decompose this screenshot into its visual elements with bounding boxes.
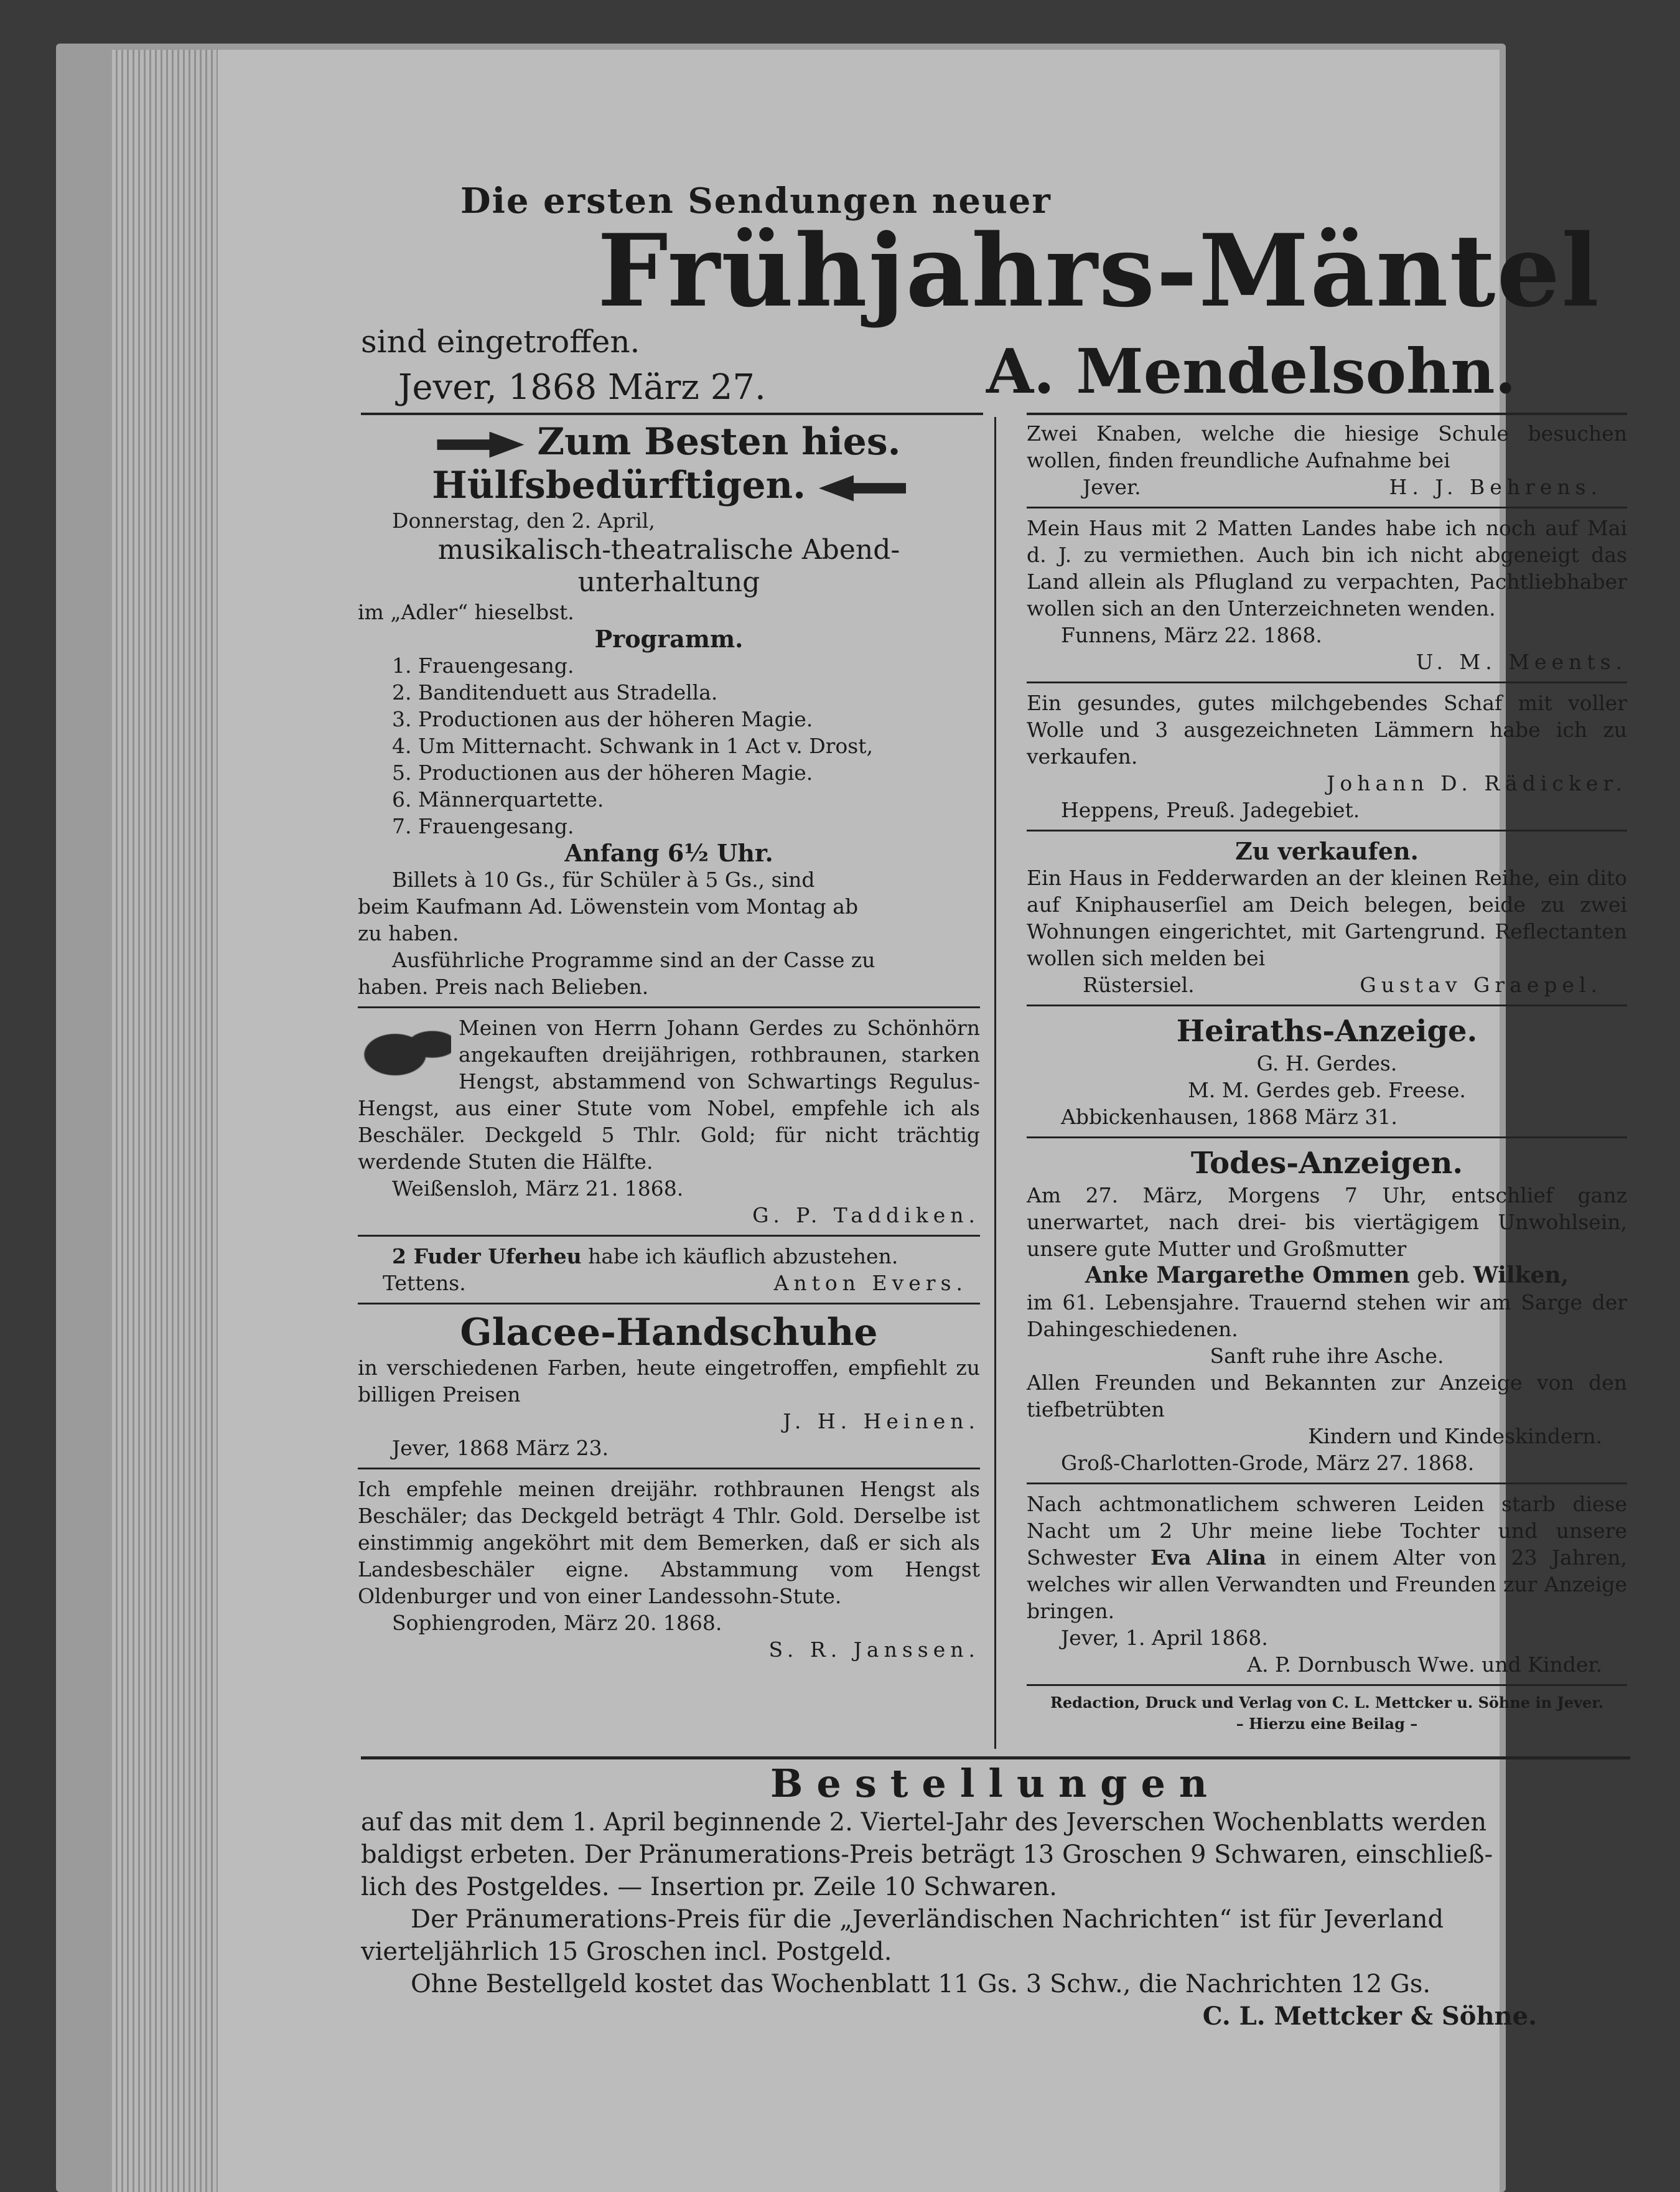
gloves-title: Glacee-Handschuhe	[460, 1311, 878, 1354]
death1-family: Kindern und Kindeskindern.	[1308, 1424, 1602, 1448]
subscription-line3: lich des Postgeldes. — Insertion pr. Zeile 10 Schwaren.	[361, 1873, 1058, 1901]
death2-name: Eva Alina	[1150, 1545, 1267, 1570]
house-ad	[1027, 515, 1627, 675]
list-item: 2. Banditenduett aus Stradella.	[392, 680, 718, 705]
program-title: Programm.	[594, 625, 744, 653]
marriage-line2: M. M. Gerdes geb. Freese.	[1188, 1078, 1466, 1102]
sheep-ad	[1027, 690, 1627, 823]
header-headline: Frühjahrs-Mäntel	[597, 212, 1600, 329]
header-line1: Die ersten Sendungen neuer	[460, 180, 1052, 222]
sale-place: Rüstersiel.	[1083, 973, 1195, 997]
benefit-location: im „Adler“ hieselbst.	[358, 600, 574, 624]
boys-signature: H. J. Behrens.	[1389, 475, 1602, 499]
hay-signature: Anton Evers.	[773, 1271, 968, 1295]
sale-title: Zu verkaufen.	[1235, 837, 1419, 865]
column-divider	[994, 417, 996, 1749]
boys-place: Jever.	[1083, 475, 1141, 499]
sale-signature: Gustav Graepel.	[1360, 973, 1602, 997]
death-title: Todes-Anzeigen.	[1190, 1146, 1463, 1181]
divider	[1027, 1136, 1627, 1138]
right-column	[1027, 420, 1627, 1735]
divider	[358, 1468, 980, 1469]
stallion2-text: Ich empfehle meinen dreijähr. rothbraunen Hengst als Beschäler; das Deckgeld beträgt 4 Thlr. Gold. Derselbe ist einstimmig angeköhrt mit dem Bemerken, daß er sich als Landesbeschäler eigne. Abstammung vom Hengst Oldenburger und von einer Landessohn-Stute.	[358, 1477, 980, 1608]
list-item: 4. Um Mitternacht. Schwank in 1 Act v. Drost,	[392, 734, 873, 758]
divider	[1027, 681, 1627, 683]
benefit-tickets1: Billets à 10 Gs., für Schüler à 5 Gs., sind	[392, 868, 815, 892]
gloves-text: in verschiedenen Farben, heute eingetroffen, empfiehlt zu billigen Preisen	[358, 1356, 980, 1407]
stallion1-signature: G. P. Taddiken.	[752, 1203, 980, 1227]
sheep-text: Ein gesundes, gutes milchgebendes Schaf mit voller Wolle und 3 ausgezeichneten Lämmern habe ich zu verkaufen.	[1027, 691, 1627, 769]
header-arrived: sind eingetroffen.	[361, 324, 640, 360]
benefit-title2: Hülfsbedürftigen.	[358, 464, 980, 507]
hay-ad	[358, 1243, 980, 1296]
left-column	[358, 420, 980, 1663]
horse-icon	[358, 1017, 451, 1085]
death1-name-suffix: geb.	[1409, 1263, 1473, 1288]
benefit-event2: unterhaltung	[577, 566, 760, 598]
pointing-hand-icon	[437, 432, 524, 458]
subscription-title: Bestellungen	[770, 1761, 1221, 1806]
gloves-signature: J. H. Heinen.	[783, 1409, 980, 1433]
stallion1-place: Weißensloh, März 21. 1868.	[392, 1176, 684, 1201]
benefit-prog1: Ausführliche Programme sind an der Casse zu	[392, 948, 875, 972]
marriage-ad	[1027, 1013, 1627, 1130]
sheep-place: Heppens, Preuß. Jadegebiet.	[1061, 798, 1360, 822]
stallion2-place: Sophiengroden, März 20. 1868.	[392, 1611, 722, 1635]
header-firm: A. Mendelsohn.	[986, 336, 1516, 408]
header-rule-left	[361, 413, 983, 415]
bottom-rule	[361, 1756, 1630, 1759]
hay-bold: 2 Fuder Uferheu	[392, 1244, 582, 1268]
marriage-line1: G. H. Gerdes.	[1256, 1051, 1398, 1075]
divider	[1027, 1482, 1627, 1484]
hay-place: Tettens.	[383, 1271, 466, 1295]
program-list	[358, 652, 980, 840]
gloves-place: Jever, 1868 März 23.	[392, 1436, 609, 1460]
gloves-ad	[358, 1311, 980, 1461]
supplement-note: – Hierzu eine Beilag –	[1236, 1715, 1418, 1733]
death1-text2: im 61. Lebensjahre. Trauernd stehen wir am Sarge der Dahingeschiedenen.	[1027, 1290, 1627, 1341]
benefit-prog2: haben. Preis nach Belieben.	[358, 975, 649, 999]
death-notice-2	[1027, 1491, 1627, 1678]
divider	[358, 1235, 980, 1237]
subscription-notice	[361, 1761, 1630, 2033]
benefit-start: Anfang 6½ Uhr.	[564, 839, 773, 867]
subscription-line1: auf das mit dem 1. April beginnende 2. Viertel-Jahr des Jeverschen Wochenblatts werden	[361, 1808, 1487, 1837]
death1-text1: Am 27. März, Morgens 7 Uhr, entschlief ganz unerwartet, nach drei- bis viertägigem Unwohlsein, unsere gute Mutter und Großmutter	[1027, 1183, 1627, 1261]
death1-name-line	[1027, 1262, 1627, 1289]
list-item: 1. Frauengesang.	[392, 653, 574, 678]
subscription-line5: vierteljährlich 15 Groschen incl. Postgeld.	[361, 1937, 892, 1966]
divider	[358, 1006, 980, 1008]
list-item: 3. Productionen aus der höheren Magie.	[392, 707, 813, 731]
boys-text: Zwei Knaben, welche die hiesige Schule besuchen wollen, finden freundliche Aufnahme bei	[1027, 421, 1627, 472]
death-notice-1	[1027, 1145, 1627, 1476]
sheep-signature: Johann D. Rädicker.	[1327, 771, 1627, 795]
subscription-signature: C. L. Mettcker & Söhne.	[1202, 2002, 1537, 2031]
divider	[358, 1303, 980, 1304]
subscription-line2: baldigst erbeten. Der Pränumerations-Preis beträgt 13 Groschen 9 Schwaren, einschließ-	[361, 1840, 1493, 1869]
subscription-line4: Der Pränumerations-Preis für die „Jeverländischen Nachrichten“ ist für Jeverland	[411, 1905, 1444, 1934]
boys-ad	[1027, 420, 1627, 500]
house-text: Mein Haus mit 2 Matten Landes habe ich noch auf Mai d. J. zu vermiethen. Auch bin ich nicht abgeneigt das Land allein als Pflugland zu verpachten, Pachtliebhaber wollen sich an den Unterzeichneten wenden.	[1027, 516, 1627, 621]
sale-text: Ein Haus in Fedderwarden an der kleinen Reihe, ein dito auf Kniphauserſiel am Deich belegen, beide zu zwei Wohnungen eingerichtet, mit Gartengrund. Reflectanten wollen sich melden bei	[1027, 866, 1627, 970]
death2-place: Jever, 1. April 1868.	[1061, 1626, 1268, 1650]
sale-ad	[1027, 838, 1627, 998]
death2-text1: Nach achtmonatlichem schweren Leiden starb diese Nacht um 2 Uhr meine liebe Tochter und unsere Schwester	[1027, 1492, 1627, 1570]
header-place-date: Jever, 1868 März 27.	[398, 367, 766, 408]
divider	[1027, 1684, 1627, 1686]
header-rule-right	[1027, 413, 1627, 415]
pointing-hand-icon	[819, 475, 906, 502]
house-signature: U. M. Meents.	[1416, 650, 1627, 674]
benefit-event1: musikalisch-theatralische Abend-	[437, 534, 900, 566]
list-item: 6. Männerquartette.	[392, 787, 604, 812]
imprint: Redaction, Druck und Verlag von C. L. Mettcker u. Söhne in Jever.	[1050, 1693, 1604, 1712]
subscription-line6: Ohne Bestellgeld kostet das Wochenblatt 11 Gs. 3 Schw., die Nachrichten 12 Gs.	[411, 1970, 1431, 1998]
list-item: 7. Frauengesang.	[392, 814, 574, 838]
death1-text3: Allen Freunden und Bekannten zur Anzeige von den tiefbetrübten	[1027, 1370, 1627, 1422]
benefit-title1: Zum Besten hies.	[358, 420, 980, 464]
marriage-place: Abbickenhausen, 1868 März 31.	[1061, 1105, 1398, 1129]
hay-text: habe ich käuflich abzustehen.	[581, 1244, 898, 1268]
stallion1-text: Meinen von Herrn Johann Gerdes zu Schönhörn angekauften dreijährigen, rothbraunen, starken Hengst, abstammend von Schwartings Regulus-Hengst, aus einer Stute vom Nobel, empfehle ich als Beschäler. Deckgeld 5 Thlr. Gold; für nicht trächtig werdende Stuten die Hälfte.	[358, 1016, 980, 1174]
list-item: 5. Productionen aus der höheren Magie.	[392, 761, 813, 785]
divider	[1027, 830, 1627, 831]
marriage-title: Heiraths-Anzeige.	[1176, 1014, 1478, 1049]
divider	[1027, 507, 1627, 508]
stallion2-signature: S. R. Janssen.	[768, 1637, 980, 1662]
death1-name: Anke Margarethe Ommen	[1085, 1262, 1410, 1288]
benefit-date: Donnerstag, den 2. April,	[392, 508, 655, 533]
stallion-ad-2	[358, 1476, 980, 1663]
house-place: Funnens, März 22. 1868.	[1061, 623, 1322, 647]
death1-maiden: Wilken,	[1473, 1262, 1569, 1288]
benefit-tickets3: zu haben.	[358, 921, 459, 945]
death2-signature: A. P. Dornbusch Wwe. und Kinder.	[1247, 1652, 1602, 1677]
death2-text2: in einem Alter von 23 Jahren, welches wir allen Verwandten und Freunden zur Anzeige bringen.	[1027, 1545, 1628, 1623]
stallion-ad-1	[358, 1014, 980, 1229]
benefit-tickets2: beim Kaufmann Ad. Löwenstein vom Montag ab	[358, 894, 859, 919]
death1-rest: Sanft ruhe ihre Asche.	[1210, 1344, 1444, 1368]
death1-place: Groß-Charlotten-Grode, März 27. 1868.	[1061, 1451, 1475, 1475]
divider	[1027, 1005, 1627, 1006]
